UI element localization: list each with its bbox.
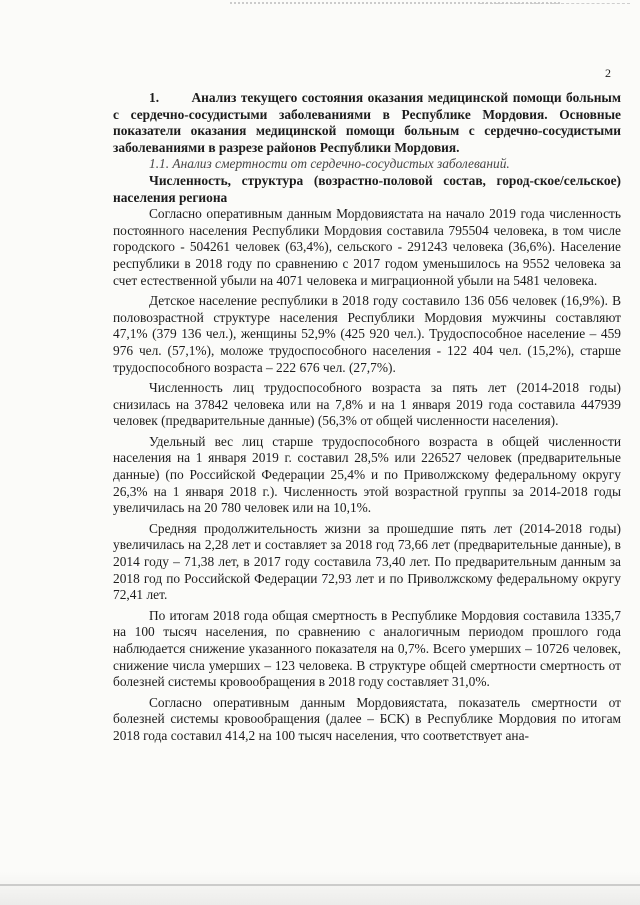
paragraph: Численность лиц трудоспособного возраста за пять лет (2014-2018 годы) снизилась на 37842 человека или на 7,8% и на 1 января 2019 года составила 447939 человек (предварительные данные) (56,3% от общей численности населения).	[113, 380, 621, 429]
document-body	[113, 90, 621, 745]
population-heading: Численность, структура (возрастно-половой состав, город-ское/сельское) населения региона	[113, 172, 621, 205]
paragraph: Согласно оперативным данным Мордовиястата, показатель смертности от болезней системы кровообращения (далее – БСК) в Республике Мордовия по итогам 2018 года составил 414,2 на 100 тысяч населения, что соответствует ана-	[113, 694, 621, 743]
page-number: 2	[605, 66, 611, 80]
scan-artifact-bottom-line	[0, 884, 640, 886]
paragraph: Удельный вес лиц старше трудоспособного возраста в общей численности населения на 1 января 2019 г. составил 28,5% или 226527 человек (предварительные данные) (по Российской Федерации 25,4% и по Приволжскому федеральному округу 26,3% на 1 января 2018 г.). Численность этой возрастной группы за 2014-2018 годы увеличилась на 20 780 человек или на 10,1%.	[113, 433, 621, 516]
paragraph: Средняя продолжительность жизни за прошедшие пять лет (2014-2018 годы) увеличилась на 2,28 лет и составляет за 2018 год 73,66 лет (предварительные данные), в 2014 году – 71,38 лет, в 2017 году составила 73,40 лет. По предварительным данным за 2018 год по Российской Федерации 72,93 лет и по Приволжскому федеральному округу 72,41 лет.	[113, 520, 621, 603]
scan-artifact-bottom	[0, 872, 640, 905]
section-heading	[113, 90, 621, 156]
scan-artifact-top-right	[480, 3, 630, 8]
section-number: 1.	[149, 90, 160, 105]
paragraph: По итогам 2018 года общая смертность в Республике Мордовия составила 1335,7 на 100 тысяч населения, по сравнению с аналогичным периодом прошлого года наблюдается снижение указанного показателя на 0,7%. Всего умерших – 10726 человек, снижение числа умерших – 123 человека. В структуре общей смертности смертность от болезней системы кровообращения в 2018 году составляет 31,0%.	[113, 607, 621, 690]
subsection-heading: 1.1. Анализ смертности от сердечно-сосудистых заболеваний.	[149, 156, 510, 172]
paragraph: Согласно оперативным данным Мордовиястата на начало 2019 года численность постоянного населения Республики Мордовия составила 795504 человека, в том числе городского - 504261 человек (63,4%), сельского - 291243 человека (36,6%). Население республики в 2018 году по сравнению с 2017 годом уменьшилось на 9552 человека за счет естественной убыли на 4071 человека и миграционной убыли на 5481 человека.	[113, 206, 621, 288]
paragraph: Детское население республики в 2018 году составило 136 056 человек (16,9%). В половозрастной структуре населения Республики Мордовия мужчины составляют 47,1% (379 136 чел.), женщины 52,9% (425 920 чел.). Трудоспособное население – 459 976 чел. (57,1%), моложе трудоспособного населения - 122 404 чел. (15,2%), старше трудоспособного возраста – 222 676 чел. (27,7%).	[113, 293, 621, 375]
section-title: Анализ текущего состояния оказания медицинской помощи больным с сердечно-сосудистыми заболеваниями в Республике Мордовия. Основные показатели оказания медицинской помощи больным с сердечно-сосудистыми заболеваниями в разрезе районов Республики Мордовия.	[113, 90, 621, 155]
